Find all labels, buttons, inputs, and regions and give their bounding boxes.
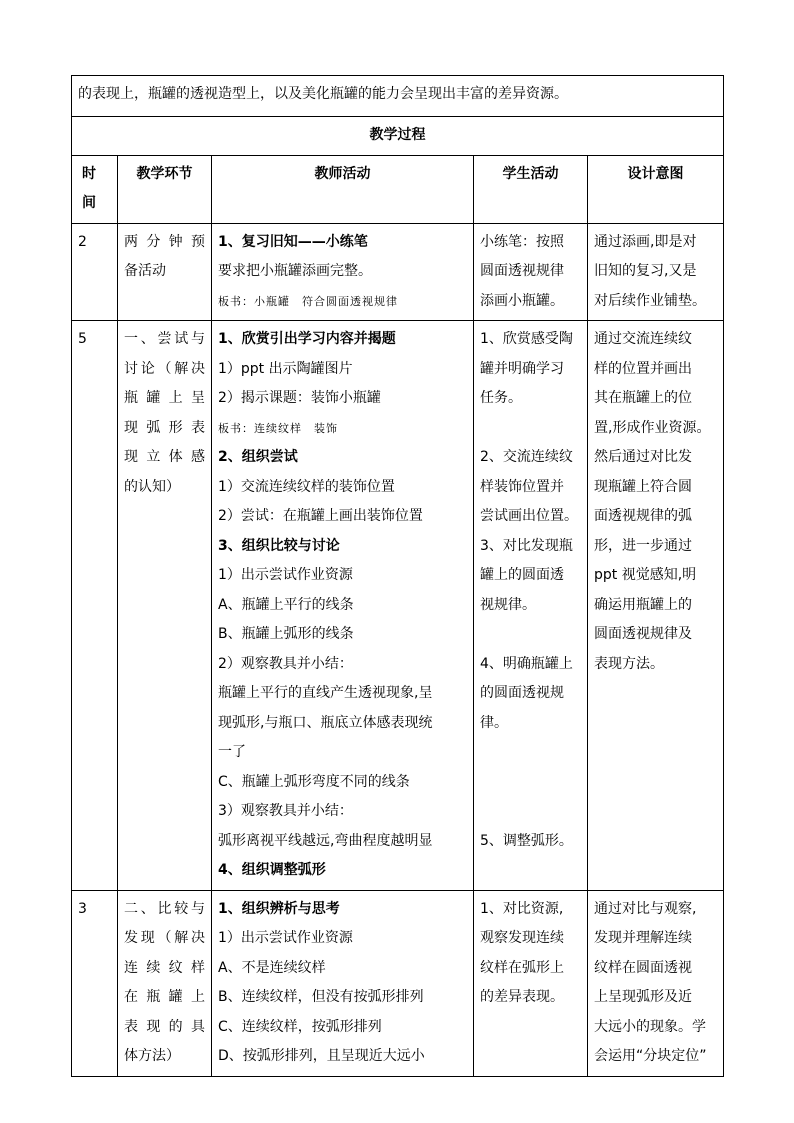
teacher-line: 现弧形,与瓶口、瓶底立体感表现统 [218, 714, 433, 731]
intent-line: 形，进一步通过 [594, 537, 692, 554]
table-row [72, 890, 724, 1076]
section-title: 教学过程 [72, 117, 724, 156]
student-line: 3、对比发现瓶 [480, 537, 573, 554]
teacher-line: 2）揭示课题：装饰小瓶罐 [218, 390, 381, 406]
header-row [72, 155, 724, 223]
teacher-line: 弧形离视平线越远,弯曲程度越明显 [218, 832, 433, 849]
teacher-line: B、连续纹样，但没有按弧形排列 [218, 989, 424, 1005]
stage-line: 在瓶罐上 [124, 989, 205, 1005]
intro-text: 的表现上，瓶罐的透视造型上，以及美化瓶罐的能力会呈现出丰富的差异资源。 [72, 76, 724, 117]
row-student [474, 890, 588, 1076]
stage-line: 备活动 [124, 263, 166, 279]
table-row [72, 223, 724, 321]
row-teacher [212, 321, 474, 891]
intent-line: 通过交流连续纹 [594, 331, 692, 347]
intent-line: 通过对比与观察, [594, 900, 697, 917]
teacher-line: 1）交流连续纹样的装饰位置 [218, 478, 395, 495]
student-line: 的圆面透视规 [480, 685, 564, 701]
student-line: 样装饰位置并 [480, 478, 564, 495]
board-note: 板书：连续纹样 装饰 [218, 421, 338, 435]
intent-line: 大远小的现象。学 [594, 1018, 706, 1035]
student-line: 尝试画出位置。 [480, 508, 578, 524]
teacher-line: 3）观察教具并小结： [218, 803, 353, 819]
student-line: 2、交流连续纹 [480, 449, 573, 465]
intent-line: 置,形成作业资源。 [594, 419, 711, 436]
student-line: 任务。 [480, 390, 522, 406]
header-intent: 设计意图 [588, 155, 724, 223]
row-time: 3 [72, 890, 118, 1076]
intent-line: 纹样在圆面透视 [594, 959, 692, 976]
student-line: 1、欣赏感受陶 [480, 331, 573, 347]
row-student [474, 321, 588, 891]
stage-line: 二、比较与 [124, 900, 205, 917]
student-line: 4、明确瓶罐上 [480, 655, 573, 672]
teacher-line: 1）出示尝试作业资源 [218, 930, 353, 946]
teacher-line: A、瓶罐上平行的线条 [218, 596, 354, 613]
student-line: 添画小瓶罐。 [480, 292, 564, 309]
header-time-line: 间 [82, 195, 96, 211]
row-intent [588, 890, 724, 1076]
intent-line: 通过添画,即是对 [594, 233, 697, 250]
row-time: 2 [72, 223, 118, 321]
header-student: 学生活动 [474, 155, 588, 223]
intent-line: 确运用瓶罐上的 [594, 596, 692, 613]
intent-line: 发现并理解连续 [594, 930, 692, 946]
student-line: 律。 [480, 714, 508, 731]
intent-line: 样的位置并画出 [594, 360, 692, 377]
header-time [72, 155, 118, 223]
teacher-line: D、按弧形排列，且呈现近大远小 [218, 1048, 425, 1064]
row-teacher [212, 223, 474, 321]
row-stage [118, 223, 212, 321]
teacher-heading: 1、欣赏引出学习内容并揭题 [218, 331, 396, 347]
stage-line: 表现的具 [124, 1018, 205, 1035]
row-time: 5 [72, 321, 118, 891]
row-intent [588, 223, 724, 321]
teacher-line: 2）尝试：在瓶罐上画出装饰位置 [218, 508, 423, 524]
stage-line: 一、尝试与 [124, 331, 205, 347]
teacher-line: 1）ppt 出示陶罐图片 [218, 360, 353, 377]
header-teacher: 教师活动 [212, 155, 474, 223]
teacher-line: C、连续纹样，按弧形排列 [218, 1018, 382, 1035]
row-stage [118, 890, 212, 1076]
student-line: 1、对比资源, [480, 900, 564, 917]
row-student [474, 223, 588, 321]
board-note: 板书：小瓶罐 符合圆面透视规律 [218, 294, 398, 308]
teacher-line: 要求把小瓶罐添画完整。 [218, 263, 372, 279]
spacer [480, 414, 581, 444]
teacher-line: 1）出示尝试作业资源 [218, 567, 353, 583]
intent-line: 会运用“分块定位” [594, 1048, 707, 1064]
student-line: 纹样在弧形上 [480, 959, 564, 976]
stage-line: 讨论（解决 [124, 360, 205, 377]
teacher-line: 一了 [218, 744, 246, 760]
intent-line: 对后续作业铺垫。 [594, 292, 706, 309]
student-line: 的差异表现。 [480, 989, 564, 1005]
teacher-line: 瓶罐上平行的直线产生透视现象,呈 [218, 685, 433, 701]
section-row [72, 117, 724, 156]
row-teacher [212, 890, 474, 1076]
student-line: 小练笔：按照 [480, 233, 564, 250]
teacher-line: 2）观察教具并小结： [218, 655, 353, 672]
intent-line: 然后通过对比发 [594, 449, 692, 465]
spacer [480, 768, 581, 798]
header-time-line: 时 [82, 165, 96, 182]
row-intent [588, 321, 724, 891]
teacher-line: C、瓶罐上弧形弯度不同的线条 [218, 773, 410, 790]
spacer [480, 738, 581, 768]
student-line: 视规律。 [480, 596, 536, 613]
teacher-heading: 4、组织调整弧形 [218, 862, 326, 878]
stage-line: 体方法） [124, 1048, 180, 1064]
student-line: 罐上的圆面透 [480, 567, 564, 583]
student-line: 圆面透视规律 [480, 263, 564, 279]
stage-line: 的认知） [124, 478, 180, 495]
teacher-heading: 2、组织尝试 [218, 449, 298, 465]
header-stage: 教学环节 [118, 155, 212, 223]
intent-line: 面透视规律的弧 [594, 508, 692, 524]
stage-line: 现立体感 [124, 449, 205, 465]
student-line: 罐并明确学习 [480, 360, 564, 377]
teacher-line: A、不是连续纹样 [218, 959, 326, 976]
stage-line: 发现（解决 [124, 930, 205, 946]
table-row [72, 321, 724, 891]
teacher-heading: 3、组织比较与讨论 [218, 537, 340, 554]
intent-line: ppt 视觉感知,明 [594, 567, 697, 583]
intent-line: 现瓶罐上符合圆 [594, 478, 692, 495]
student-line: 观察发现连续 [480, 930, 564, 946]
intro-row [72, 76, 724, 117]
intent-line: 其在瓶罐上的位 [594, 390, 692, 406]
intent-line: 旧知的复习,又是 [594, 263, 697, 279]
spacer [480, 797, 581, 827]
stage-line: 连续纹样 [124, 959, 205, 976]
student-line: 5、调整弧形。 [480, 832, 573, 849]
row-stage [118, 321, 212, 891]
lesson-plan-table [71, 75, 724, 1077]
teacher-heading: 1、组织辨析与思考 [218, 900, 340, 917]
stage-line: 瓶罐上呈 [124, 390, 205, 406]
intent-line: 圆面透视规律及 [594, 626, 692, 642]
stage-line: 两分钟预 [124, 233, 205, 250]
intent-line: 上呈现弧形及近 [594, 989, 692, 1005]
intent-line: 表现方法。 [594, 655, 664, 672]
stage-line: 现弧形表 [124, 419, 205, 436]
spacer [480, 620, 581, 650]
teacher-heading: 1、复习旧知——小练笔 [218, 233, 368, 250]
teacher-line: B、瓶罐上弧形的线条 [218, 626, 354, 642]
